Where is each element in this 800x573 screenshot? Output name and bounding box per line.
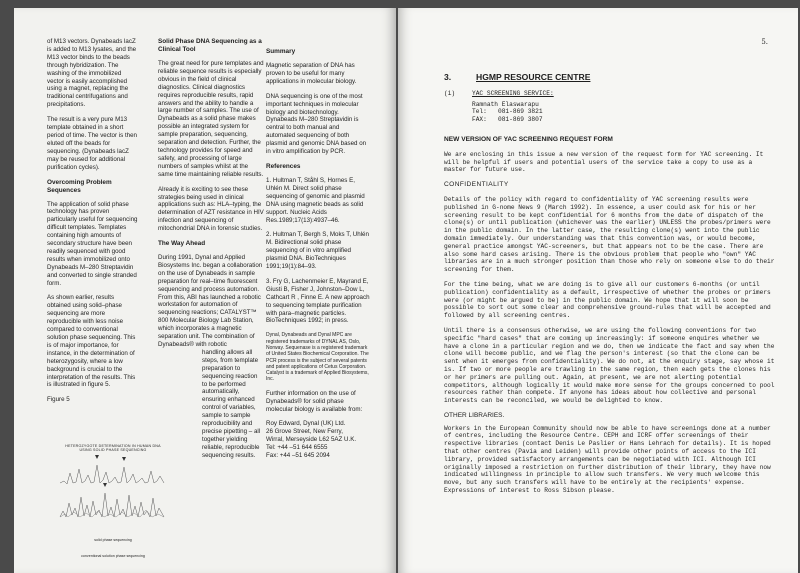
heading-solid-phase: Solid Phase DNA Sequencing as a Clinical Tool	[158, 38, 262, 53]
paragraph: The great need for pure templates and reliable sequence results is especially obvious in the field of clinical diagnostics. Clinical diagnostics requires reproducible results, rapid answers and the ability to handle a large number of samples. The use of Dynabeads as a solid phase makes possible an integrated system for sample preparation, sequencing, separation and detection. Further, the technology provides for speed and safety, and processing of large numbers of samples whilst at the same time maintaining reliable results.	[158, 60, 264, 178]
figure-label: Figure 5	[47, 396, 70, 404]
subsection-heading	[444, 90, 778, 98]
right-page	[398, 8, 798, 573]
paragraph: Magnetic separation of DNA has proven to be useful for many applications in molecular biology.	[266, 62, 357, 85]
section-number: 3.	[444, 72, 452, 82]
contact-fax: FAX: 081-869 3807	[472, 116, 543, 124]
contact-tel: Tel: 081-869 3821	[472, 108, 543, 116]
contact-address	[266, 420, 370, 460]
paragraph: Until there is a consensus otherwise, we are using the following conventions for two specific "hard cases" that are coming up increasingly: if someone enquires whether we have a clone in a particular region and we do, then we indicate the fact and say when the clone will become public, and we flag the person's interest (so that the clone can be sent when it emerges from confidentiality). We do not, at the enquiry stage, say whose it is. If two or more people are trawling in the same region, then each gets the clones his or her primers are pulling out. Again, at present, we are not alerting potential competitors, although logically it would make more sense for the groups concerned to pool resources rather than compete. If anyone has ideas about how collective and personal interests can be reconciled, we would be delighted to know.	[444, 326, 775, 405]
contact-block	[472, 101, 778, 124]
heading-summary: Summary	[266, 48, 296, 55]
address-line: Fax: +44 –51 645 2094	[266, 452, 330, 460]
subsection-title: YAC SCREENING SERVICE:	[472, 89, 554, 97]
reference-1: 1. Hultman T, Ståhl S, Hornes E, Uhlén M. Direct solid phase sequencing of genomic and plasmid DNA using magnetic beads as solid support. Nucleic Acids Res.1989;17(13):4937–46.	[266, 176, 365, 224]
left-column-2	[158, 38, 264, 467]
paragraph: As shown earlier, results obtained using solid–phase sequencing are more reproducible with less noise compared to conventional solution phase sequencing. This is of major importance, for instance, in the determination of heterozygosity, where a low background is crucial to the interpretation of the results. This is illustrated in figure 5.	[47, 294, 136, 389]
heading-other-libraries: OTHER LIBRARIES.	[444, 411, 505, 419]
figure-5	[58, 444, 168, 558]
figure-caption-conventional: conventional solution phase sequencing	[81, 553, 145, 558]
address-line: Wirral, Merseyside L62 5AZ U.K.	[266, 436, 357, 444]
paragraph: Workers in the European Community should now be able to have screenings done at a number of centres, including the Resource Centre. CEPH and ICRF offer screenings of their respective libraries (contact Denis Le Paslier or Hans Lehrach for details). It is hoped that other centres (Pavia and Leiden) will provide other points of access to the ICI library, provided satisfactory arrangements can be negotiated with ICI. Although ICI originally imposed a restriction on further distribution of their library, they have now indicated willingness in principle to allow such transfers. We very much welcome this move, but any such transfers will have to be entirely at the recipients' expense. Expressions of interest to Ross Sibson please.	[444, 424, 771, 495]
paragraph: We are enclosing in this issue a new version of the request form for YAC screening. It will be helpful if users and potential users of the service take a copy to use as a master for future use.	[444, 150, 764, 174]
heading-new-version: NEW VERSION OF YAC SCREENING REQUEST FORM	[444, 135, 613, 143]
paragraph: During 1991, Dynal and Applied Biosystems Inc. began a collaboration on the use of Dynabeads in sample preparation for real–time fluorescent sequencing and process automation. From this, ABI has launched a robotic workstation for automation of sequencing reactions; CATALYST™ 800 Molecular Biology Lab Station, which incorporates a magnetic separation unit. The combination of Dynabeads® with robotic	[158, 254, 263, 348]
heading-confidentiality: CONFIDENTIALITY	[444, 181, 509, 189]
paragraph: For the time being, what we are doing is to give all our customers 6-months (or until publication) confidentiality as a default, irrespective of whether the probes or primers were (or might be argued to be) in the public domain. We hope that it will soon be possible to sort out some clear and comprehensive ground-rules that will be accepted and followed by all screening centres.	[444, 280, 771, 320]
paragraph: The result is a very pure M13 template obtained in a short period of time. The vector is then eluted off the beads for sequencing. (Dynabeads lacZ may be reused for additional purification cycles).	[47, 116, 137, 171]
sequencing-trace-image	[58, 453, 168, 533]
left-column-3	[266, 48, 370, 460]
heading-way-ahead: The Way Ahead	[158, 240, 206, 248]
heading-references: References	[266, 162, 301, 170]
heading-overcoming: Overcoming Problem Sequences	[47, 178, 112, 194]
paragraph: Already it is exciting to see these strategies being used in clinical applications such as: HLA–typing, the determination of AZT resistance in HIV infection and sequencing of mitochondrial DNA in forensic studies.	[158, 185, 264, 233]
trademark-note: Dynal, Dynabeads and Dynal MPC are registered trademarks of DYNAL AS, Oslo, Norway. Sequenase is a registered trademark of United States Biochemical Corporation. The PCR process is the subject of several patents and patent applications of Cetus Corporation. Catalyst is a trademark of Applied Biosystems, Inc.	[266, 332, 369, 383]
left-column-1	[47, 38, 139, 411]
paragraph: Details of the policy with regard to confidentiality of YAC screening results were published in G-nome News 9 (March 1992). In essence, a user could ask for his or her screening result to be kept confidential for 6 months from the date of dispatch of the clone(s) or until publication (whichever was the earlier) UNLESS the probes/primers were in the public domain. In the latter case, the resulting clone(s) went into the public domain immediately. Our understanding was that this convention was, or would become, general practice amongst YAC-screeners, but that appears not to be the case. There are also some hard cases arising. There is the obvious problem that people who "own" YAC libraries are in a much stronger position than those who rely on someone else to do their screening for them.	[444, 195, 775, 274]
paragraph: The application of solid phase technology has proven particularly useful for sequencing difficult templates. Templates containing high amounts of secondary structure have been readily sequenced with good results when immobilized onto Dynabeads M–280 Streptavidin and converted to single stranded form.	[47, 200, 138, 287]
address-line: 26 Grove Street, New Ferry,	[266, 428, 343, 436]
figure-title-line-1: HETEROZYGOTE DETERMINATION IN HUMAN DNA	[65, 444, 161, 448]
address-line: Tel: +44 –51 644 6555	[266, 444, 328, 452]
left-page	[14, 8, 396, 573]
address-line: Roy Edward, Dynal (UK) Ltd.	[266, 420, 346, 428]
reference-3: 3. Fry G, Lachenmeier E, Mayrand E, Giusti B, Fisher J, Johnston–Dow L, Cathcart R , Finne E. A new approach to sequencing template purification with para–magnetic particles. BioTechniques 1992; in press.	[266, 277, 370, 325]
section-title: HGMP RESOURCE CENTRE	[476, 72, 591, 82]
figure-title-line-2: USING SOLID PHASE SEQUENCING	[79, 448, 147, 453]
right-page-content	[444, 74, 778, 502]
paragraph: handling allows all steps, from template preparation to sequencing reaction to be performed automatically, ensuring enhanced control of variables, sample to sample reproducibility and precise pipetting – all together yielding reliable, reproducible sequencing results.	[202, 348, 261, 459]
contact-name: Ramnath Elaswarapu	[472, 100, 539, 108]
reference-2: 2. Hultman T, Bergh S, Moks T, Uhlén M. Bidirectional solid phase sequencing of in vitro amplified plasmid DNA. BioTechniques 1991;19(1):84–93.	[266, 231, 369, 271]
section-heading	[444, 74, 778, 82]
paragraph: DNA sequencing is one of the most important techniques in molecular biology and biotechnology. Dynabeads M–280 Streptavidin is central to both manual and automated sequencing of both plasmid and genomic DNA based on in vitro amplification by PCR.	[266, 92, 367, 156]
figure-caption-solid: solid phase sequencing	[94, 537, 132, 542]
page-number: 5.	[761, 38, 768, 46]
subsection-number: (i)	[444, 89, 456, 97]
paragraph: Further information on the use of Dynabeads® for solid phase molecular biology is available from:	[266, 389, 363, 413]
paragraph: of M13 vectors. Dynabeads lacZ is added to M13 lysates, and the M13 vector binds to the beads through hybridization. The washing of the immobilized vector is easily accomplished using a magnet, replacing the traditional centrifugations and precipitations.	[47, 38, 137, 109]
